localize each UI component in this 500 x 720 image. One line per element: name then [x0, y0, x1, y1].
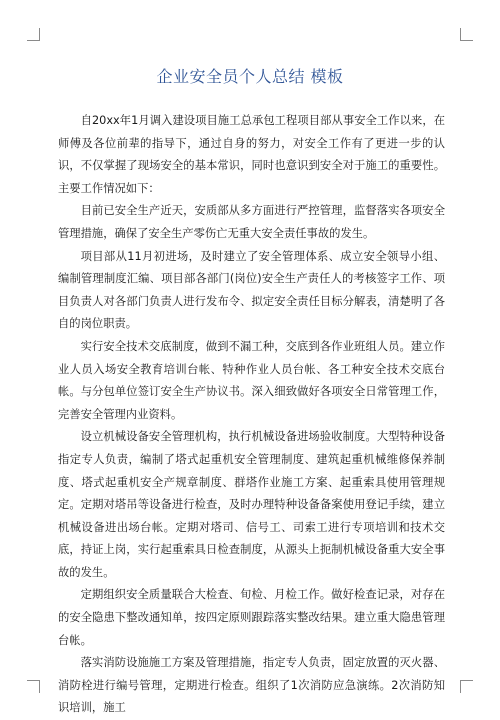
paragraph-safety-days: 目前已安全生产近天，安质部从多方面进行严控管理，监督落实各项安全管理措施，确保了安全生产零伤亡无重大安全责任事故的发生。 — [58, 204, 445, 240]
crop-mark-top-left — [27, 28, 40, 41]
paragraph-technical-briefing: 实行安全技术交底制度，做到不漏工种，交底到各作业班组人员。建立作业人员入场安全教育培训台帐、特种作业人员台帐、各工种安全技术交底台帐。与分包单位签订安全生产协议书。深入细致做好各项安全日常管理工作，完善安全管理内业资料。 — [58, 339, 445, 421]
paragraph-fire-safety: 落实消防设施施工方案及管理措施，指定专人负责，固定放置的灭火器、消防栓进行编号管理，定期进行检查。组织了1次消防应急演练。2次消防知识培训，施工 — [58, 656, 445, 715]
crop-mark-bottom-right — [460, 680, 473, 693]
paragraph-machinery-management: 设立机械设备安全管理机构，执行机械设备进场验收制度。大型特种设备指定专人负责，编制了塔式起重机安全管理制度、建筑起重机械维修保养制度、塔式起重机安全产规章制度、群塔作业施工方案、起重索具使用管理规定。定期对塔吊等设备进行检查，及时办理特种设备备案使用登记手续，建立机械设备进出场台帐。定期对塔司、信号工、司索工进行专项培训和技术交底，持证上岗，实行起重索具日检查制度，从源头上扼制机械设备重大安全事故的发生。 — [58, 430, 445, 579]
document-body — [58, 110, 445, 720]
paragraph-intro: 自20xx年1月调入建设项目施工总承包工程项目部从事安全工作以来，在师傅及各位前辈的指导下，通过自身的努力，对安全工作有了更进一步的认识，不仅掌握了现场安全的基本常识，同时也意识到安全对于施工的重要性。主要工作情况如下： — [58, 114, 445, 195]
paragraph-management-system: 项目部从11月初进场，及时建立了安全管理体系、成立安全领导小组、编制管理制度汇编、项目部各部门(岗位)安全生产责任人的考核签字工作、项目负责人对各部门负责人进行发布令、拟定安全责任目标分解表，清楚明了各自的岗位职责。 — [58, 249, 445, 331]
paragraph-inspections: 定期组织安全质量联合大检查、旬检、月检工作。做好检查记录，对存在的安全隐患下整改通知单，按四定原则跟踪落实整改结果。建立重大隐患管理台帐。 — [58, 588, 445, 647]
crop-mark-bottom-left — [27, 680, 40, 693]
crop-mark-top-right — [460, 28, 473, 41]
document-title: 企业安全员个人总结 模板 — [156, 67, 344, 86]
